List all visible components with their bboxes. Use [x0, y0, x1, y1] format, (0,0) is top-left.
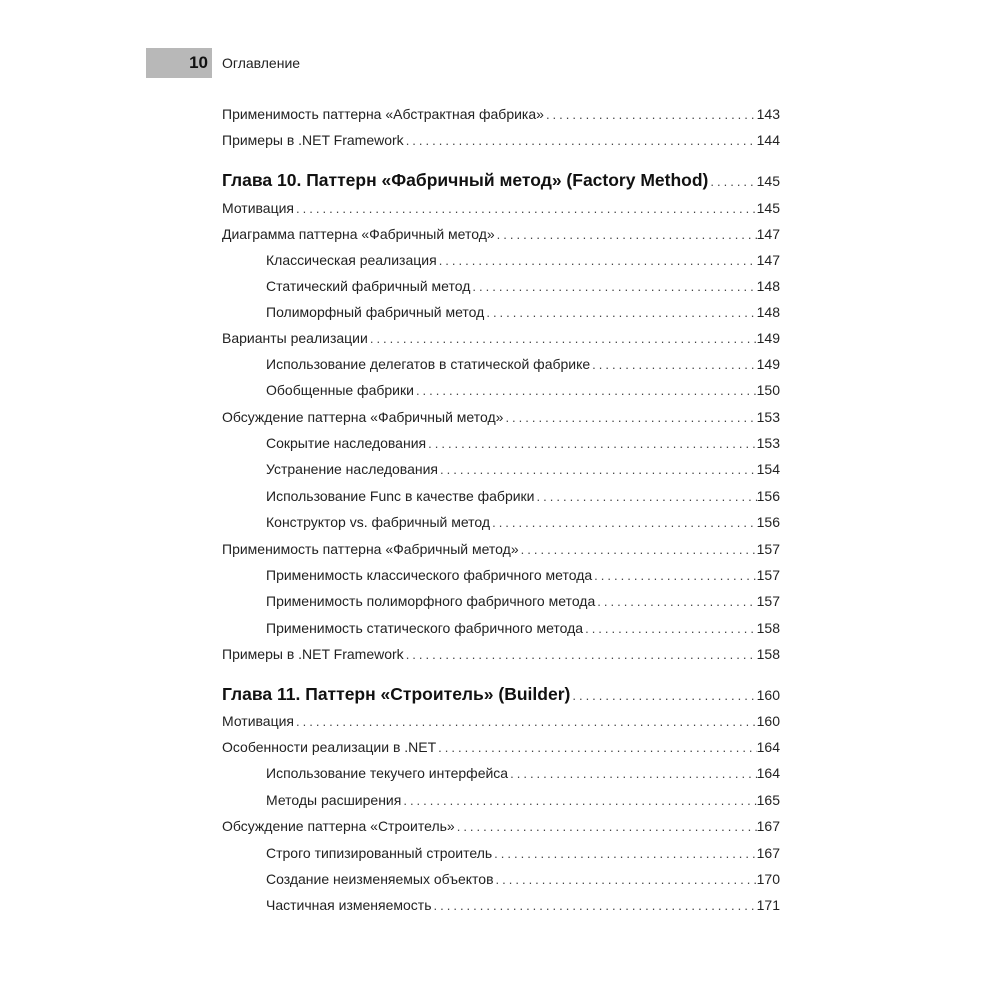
toc-entry-page: 145 — [756, 173, 780, 189]
dot-leader — [414, 379, 757, 403]
toc-subentry — [266, 788, 780, 812]
toc-subentry — [266, 510, 780, 534]
toc-entry — [222, 642, 780, 666]
dot-leader — [432, 894, 757, 918]
dot-leader — [503, 406, 756, 430]
dot-leader — [495, 223, 757, 247]
dot-leader — [708, 168, 756, 196]
toc-chapter-title: Глава 11. Паттерн «Строитель» (Builder) — [222, 684, 571, 704]
toc-entry-title: Применимость классического фабричного метода — [266, 567, 593, 583]
toc-chapter-title: Глава 10. Паттерн «Фабричный метод» (Factory Method) — [222, 170, 709, 190]
toc-entry-page: 160 — [756, 713, 780, 729]
toc-entry-title: Применимость полиморфного фабричного метода — [266, 593, 596, 609]
dot-leader — [426, 432, 757, 456]
dot-leader — [404, 129, 757, 153]
dot-leader — [508, 762, 757, 786]
dot-leader — [490, 511, 757, 535]
toc-entry-title: Мотивация — [222, 713, 295, 729]
toc-entry — [222, 222, 780, 246]
toc-subentry — [266, 589, 780, 613]
dot-leader — [583, 617, 757, 641]
toc-entry-title: Примеры в .NET Framework — [222, 646, 404, 662]
dot-leader — [484, 301, 756, 325]
toc-entry-page: 150 — [756, 382, 780, 398]
toc-entry-page: 157 — [756, 541, 780, 557]
toc-entry-title: Особенности реализации в .NET — [222, 739, 437, 755]
toc-entry-title: Мотивация — [222, 200, 295, 216]
toc-entry — [222, 735, 780, 759]
dot-leader — [436, 736, 756, 760]
toc-entry-title: Диаграмма паттерна «Фабричный метод» — [222, 226, 495, 242]
toc-entry-title: Методы расширения — [266, 792, 402, 808]
toc-entry-page: 160 — [756, 687, 780, 703]
toc-entry-page: 164 — [756, 765, 780, 781]
toc-entry — [222, 709, 780, 733]
toc-subentry — [266, 563, 780, 587]
toc-entry-page: 158 — [756, 646, 780, 662]
toc-chapter-entry — [222, 166, 780, 194]
toc-entry-page: 149 — [756, 356, 780, 372]
toc-entry-page: 156 — [756, 488, 780, 504]
toc-entry-page: 148 — [756, 304, 780, 320]
toc-entry-page: 143 — [756, 106, 780, 122]
toc-entry-page: 147 — [756, 252, 780, 268]
page-number: 10 — [189, 53, 208, 72]
dot-leader — [294, 197, 757, 221]
toc-entry-page: 153 — [756, 435, 780, 451]
toc-entry — [222, 196, 780, 220]
dot-leader — [519, 538, 757, 562]
running-title: Оглавление — [222, 55, 301, 71]
toc-entry-page: 164 — [756, 739, 780, 755]
toc-subentry — [266, 431, 780, 455]
dot-leader — [570, 682, 756, 710]
dot-leader — [368, 327, 757, 351]
toc-entry-page: 153 — [756, 409, 780, 425]
dot-leader — [544, 103, 757, 127]
dot-leader — [492, 842, 756, 866]
toc-entry-title: Применимость статического фабричного метода — [266, 620, 584, 636]
toc-entry-title: Использование делегатов в статической фабрике — [266, 356, 591, 372]
toc-entry-title: Строго типизированный строитель — [266, 845, 493, 861]
toc-entry-title: Статический фабричный метод — [266, 278, 471, 294]
toc-subentry — [266, 457, 780, 481]
dot-leader — [470, 275, 756, 299]
toc-entry-page: 157 — [756, 593, 780, 609]
toc-entry-page: 167 — [756, 818, 780, 834]
toc-entry — [222, 102, 780, 126]
toc-subentry — [266, 841, 780, 865]
toc-entry-title: Полиморфный фабричный метод — [266, 304, 485, 320]
toc-entry-title: Примеры в .NET Framework — [222, 132, 404, 148]
toc-chapter-entry — [222, 680, 780, 708]
toc-entry-title: Конструктор vs. фабричный метод — [266, 514, 491, 530]
dot-leader — [404, 643, 757, 667]
toc-subentry — [266, 300, 780, 324]
toc-subentry — [266, 484, 780, 508]
toc-subentry — [266, 352, 780, 376]
toc-subentry — [266, 761, 780, 785]
toc-entry-title: Обсуждение паттерна «Строитель» — [222, 818, 455, 834]
toc-entry-title: Классическая реализация — [266, 252, 437, 268]
toc-entry-page: 156 — [756, 514, 780, 530]
toc-subentry — [266, 893, 780, 917]
toc-entry-page: 157 — [756, 567, 780, 583]
dot-leader — [535, 485, 757, 509]
toc-entry-page: 167 — [756, 845, 780, 861]
toc-entry-page: 145 — [756, 200, 780, 216]
toc-entry-title: Частичная изменяемость — [266, 897, 432, 913]
toc-entry-page: 144 — [756, 132, 780, 148]
dot-leader — [294, 710, 757, 734]
toc-entry — [222, 405, 780, 429]
dot-leader — [494, 868, 757, 892]
dot-leader — [595, 590, 756, 614]
dot-leader — [438, 458, 757, 482]
toc-entry-title: Варианты реализации — [222, 330, 368, 346]
toc-entry-page: 147 — [756, 226, 780, 242]
toc-entry-page: 149 — [756, 330, 780, 346]
dot-leader — [401, 789, 756, 813]
toc-entry — [222, 814, 780, 838]
toc-entry-title: Использование текучего интерфейса — [266, 765, 509, 781]
toc-entry — [222, 326, 780, 350]
toc-entry-title: Применимость паттерна «Абстрактная фабрика» — [222, 106, 544, 122]
toc-subentry — [266, 616, 780, 640]
toc-entry-page: 171 — [756, 897, 780, 913]
toc-subentry — [266, 274, 780, 298]
toc-entry-page: 148 — [756, 278, 780, 294]
toc-entry-page: 170 — [756, 871, 780, 887]
toc-entry-title: Создание неизменяемых объектов — [266, 871, 494, 887]
toc-subentry — [266, 248, 780, 272]
dot-leader — [455, 815, 757, 839]
toc-entry-title: Сокрытие наследования — [266, 435, 427, 451]
toc-subentry — [266, 378, 780, 402]
toc-entry-title: Применимость паттерна «Фабричный метод» — [222, 541, 519, 557]
dot-leader — [592, 564, 756, 588]
toc-entry-title: Устранение наследования — [266, 461, 439, 477]
toc-entry-title: Использование Func в качестве фабрики — [266, 488, 535, 504]
toc-entry-title: Обобщенные фабрики — [266, 382, 414, 398]
dot-leader — [590, 353, 756, 377]
dot-leader — [437, 249, 757, 273]
toc-entry-page: 165 — [756, 792, 780, 808]
toc-entry — [222, 537, 780, 561]
toc-subentry — [266, 867, 780, 891]
toc-entry-page: 154 — [756, 461, 780, 477]
toc-entry-page: 158 — [756, 620, 780, 636]
toc-entry — [222, 128, 780, 152]
toc-entry-title: Обсуждение паттерна «Фабричный метод» — [222, 409, 504, 425]
